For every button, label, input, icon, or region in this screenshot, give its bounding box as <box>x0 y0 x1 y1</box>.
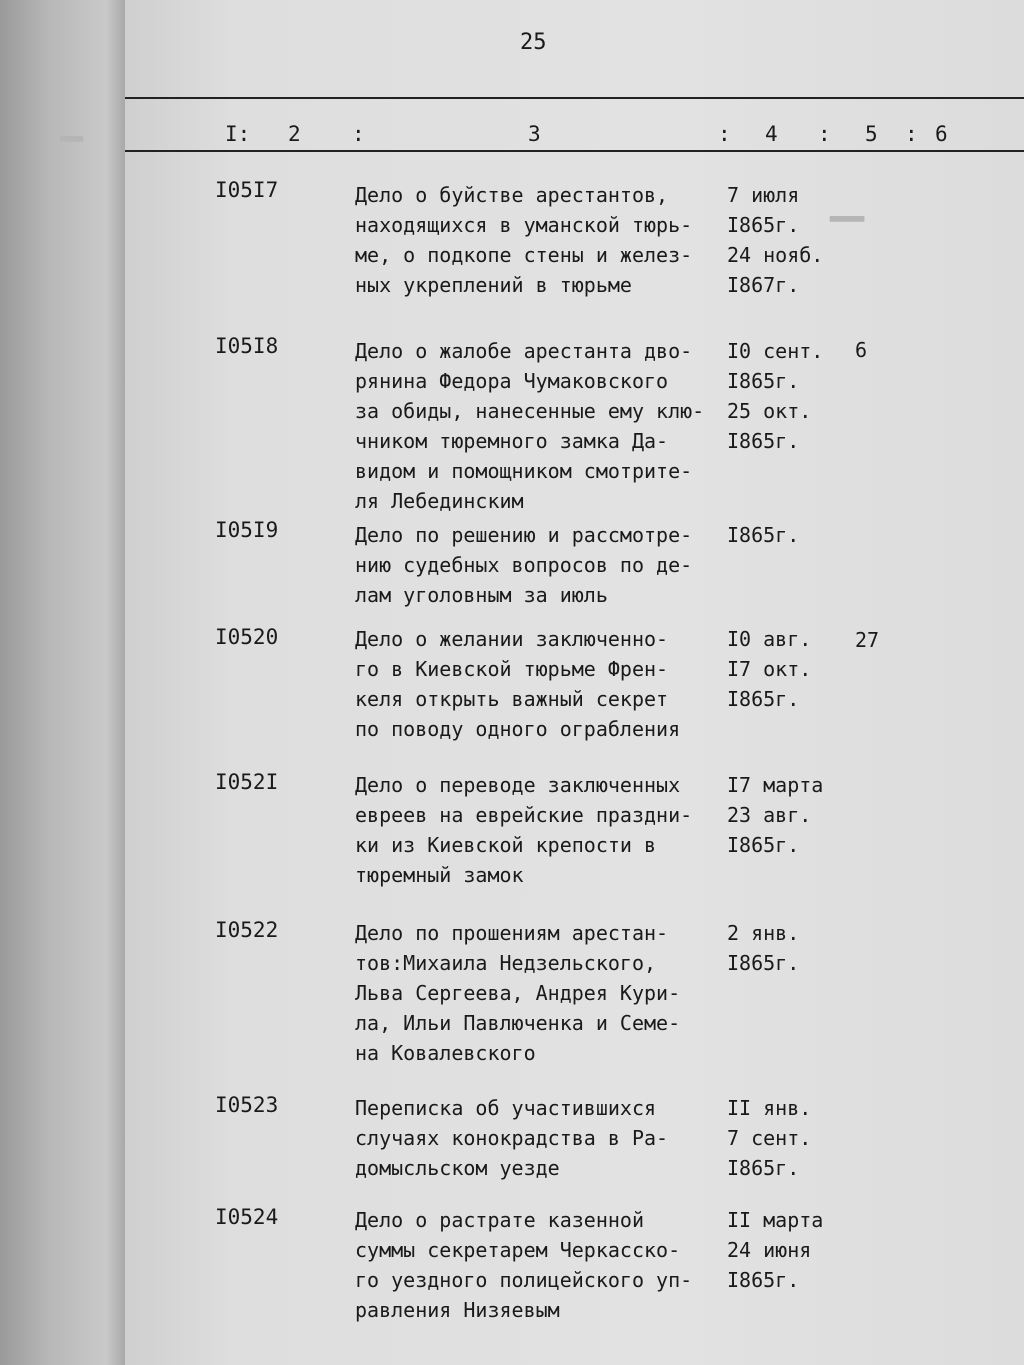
case-title <box>355 918 725 1068</box>
case-title-line: Дело о буйстве арестантов, <box>355 183 669 207</box>
case-title-line: евреев на еврейские праздни- <box>355 803 693 827</box>
case-dates <box>727 918 799 978</box>
bleed-through-mark: ▂▂ <box>60 120 83 142</box>
case-date: 7 июля <box>727 183 800 207</box>
case-date: I865г. <box>727 429 800 453</box>
case-date: I865г. <box>727 951 800 975</box>
case-date: I867г. <box>727 273 800 297</box>
case-number: I05I8 <box>215 334 279 358</box>
case-title-line: за обиды, нанесенные ему клю- <box>355 399 705 423</box>
case-title-line: нию судебных вопросов по де- <box>355 553 693 577</box>
case-dates <box>727 1093 811 1183</box>
case-number: I0522 <box>215 918 279 942</box>
case-title-line: ла, Ильи Павлюченка и Семе- <box>355 1011 681 1035</box>
case-title-line: Дело о желании заключенно- <box>355 627 669 651</box>
sheet-count: 6 <box>855 338 868 362</box>
column-header-5: 5 <box>865 122 878 146</box>
case-title <box>355 180 725 300</box>
page-number: 25 <box>520 30 547 55</box>
case-title-line: го уездного полицейского уп- <box>355 1268 693 1292</box>
case-date: II марта <box>727 1208 824 1232</box>
case-date: II янв. <box>727 1096 812 1120</box>
case-title-line: видом и помощником смотрите- <box>355 459 693 483</box>
case-title-line: Дело по решению и рассмотре- <box>355 523 693 547</box>
case-date: I0 сент. <box>727 339 824 363</box>
case-title-line: Дело по прошениям арестан- <box>355 921 669 945</box>
case-title-line: тов:Михаила Недзельского, <box>355 951 657 975</box>
case-date: 24 нояб. <box>727 243 824 267</box>
case-date: I865г. <box>727 833 800 857</box>
case-date: I865г. <box>727 687 800 711</box>
case-dates <box>727 180 823 300</box>
case-number: I052I <box>215 770 279 794</box>
column-separator: : <box>718 122 731 146</box>
case-title-line: случаях конокрадства в Ра- <box>355 1126 669 1150</box>
case-title <box>355 1205 725 1325</box>
case-dates <box>727 770 823 860</box>
column-header-6: 6 <box>935 122 948 146</box>
column-header-2: 2 <box>288 122 301 146</box>
case-date: I865г. <box>727 369 800 393</box>
case-title-line: на Ковалевского <box>355 1041 536 1065</box>
case-title <box>355 1093 725 1183</box>
case-dates <box>727 520 799 550</box>
case-title <box>355 520 725 610</box>
case-title-line: по поводу одного ограбления <box>355 717 681 741</box>
case-title-line: ных укреплений в тюрьме <box>355 273 632 297</box>
case-date: I0 авг. <box>727 627 812 651</box>
case-date: 23 авг. <box>727 803 812 827</box>
case-dates <box>727 624 811 714</box>
case-title <box>355 624 725 744</box>
case-title-line: келя открыть важный секрет <box>355 687 669 711</box>
case-title-line: чником тюремного замка Да- <box>355 429 669 453</box>
case-title-line: рянина Федора Чумаковского <box>355 369 669 393</box>
column-header-1: I: <box>225 122 251 146</box>
column-separator: : <box>352 122 365 146</box>
header-bottom-rule <box>125 150 1024 152</box>
case-date: 7 сент. <box>727 1126 812 1150</box>
case-title <box>355 336 725 516</box>
case-date: I7 марта <box>727 773 824 797</box>
case-date: I865г. <box>727 523 800 547</box>
case-title-line: Дело о жалобе арестанта дво- <box>355 339 693 363</box>
case-date: I7 окт. <box>727 657 812 681</box>
case-title-line: тюремный замок <box>355 863 524 887</box>
case-title-line: равления Низяевым <box>355 1298 560 1322</box>
case-date: I865г. <box>727 1156 800 1180</box>
case-title-line: Дело о переводе заключенных <box>355 773 681 797</box>
case-title-line: Льва Сергеева, Андрея Кури- <box>355 981 681 1005</box>
column-header-4: 4 <box>765 122 778 146</box>
case-title-line: го в Киевской тюрьме Френ- <box>355 657 669 681</box>
case-number: I05I9 <box>215 518 279 542</box>
case-date: 2 янв. <box>727 921 800 945</box>
column-separator: : <box>905 122 918 146</box>
case-number: I0523 <box>215 1093 279 1117</box>
case-dates <box>727 336 823 456</box>
case-title-line: домысльском уезде <box>355 1156 560 1180</box>
case-dates <box>727 1205 823 1295</box>
case-date: I865г. <box>727 213 800 237</box>
facing-page-edge <box>0 0 125 1365</box>
case-date: I865г. <box>727 1268 800 1292</box>
header-top-rule <box>125 97 1024 99</box>
sheet-count: 27 <box>855 628 880 652</box>
case-date: 25 окт. <box>727 399 812 423</box>
case-title-line: находящихся в уманской тюрь- <box>355 213 693 237</box>
case-date: 24 июня <box>727 1238 812 1262</box>
bleed-through-mark: ▂▂▂ <box>830 200 865 222</box>
case-title-line: ки из Киевской крепости в <box>355 833 657 857</box>
case-title-line: лам уголовным за июль <box>355 583 608 607</box>
case-title-line: Переписка об участившихся <box>355 1096 657 1120</box>
case-number: I05I7 <box>215 178 279 202</box>
case-title-line: Дело о растрате казенной <box>355 1208 644 1232</box>
case-title <box>355 770 725 890</box>
case-title-line: ме, о подкопе стены и желез- <box>355 243 693 267</box>
column-separator: : <box>818 122 831 146</box>
case-number: I0520 <box>215 625 279 649</box>
case-title-line: суммы секретарем Черкасско- <box>355 1238 681 1262</box>
column-header-3: 3 <box>528 122 541 146</box>
case-number: I0524 <box>215 1205 279 1229</box>
case-title-line: ля Лебединским <box>355 489 524 513</box>
